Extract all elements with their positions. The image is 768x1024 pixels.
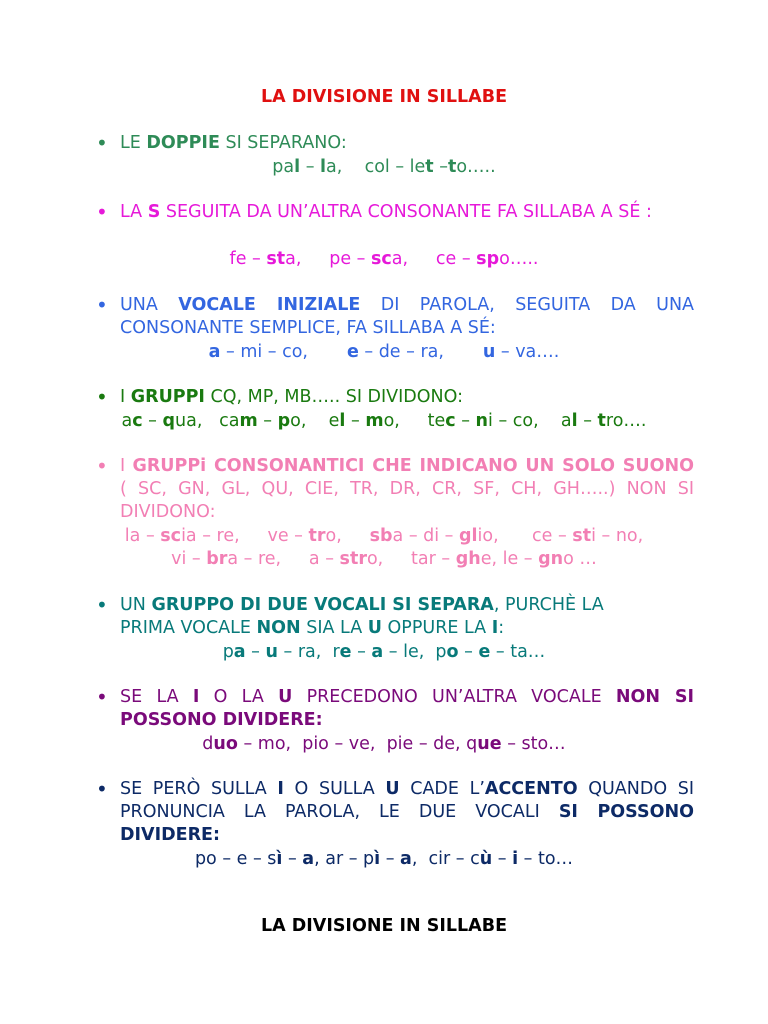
text-run: – bbox=[345, 411, 366, 431]
bold-text-run: t bbox=[597, 411, 606, 431]
text-run: – bbox=[458, 642, 479, 662]
bullet-icon: • bbox=[96, 131, 108, 155]
text-run: io, ce – bbox=[477, 526, 573, 546]
text-run: SEGUITA DA UN’ALTRA CONSONANTE FA SILLABA A SÉ : bbox=[160, 202, 652, 222]
text-run: – bbox=[257, 411, 278, 431]
rule-5-example-2 bbox=[0, 548, 768, 571]
text-run: – va…. bbox=[495, 342, 560, 362]
rule-text bbox=[120, 294, 694, 340]
text-run: – bbox=[300, 157, 321, 177]
bold-text-run: gn bbox=[538, 549, 564, 569]
bold-text-run: u bbox=[265, 642, 278, 662]
text-run: – to… bbox=[518, 849, 574, 869]
text-run: a, ce – bbox=[391, 249, 477, 269]
page-title: LA DIVISIONE IN SILLABE bbox=[260, 87, 508, 107]
text-run: LE bbox=[120, 133, 147, 153]
text-run: a – re, a – bbox=[227, 549, 340, 569]
bold-text-run: p bbox=[277, 411, 291, 431]
bold-text-run: DOPPIE bbox=[146, 133, 220, 153]
bold-text-run: l bbox=[339, 411, 346, 431]
text-run: , cir – c bbox=[411, 849, 480, 869]
bold-text-run: st bbox=[572, 526, 592, 546]
text-run: – bbox=[142, 411, 163, 431]
bold-text-run: I bbox=[491, 618, 499, 638]
bold-text-run: c bbox=[445, 411, 456, 431]
text-run: I bbox=[120, 387, 131, 407]
rule-text bbox=[120, 201, 694, 224]
bold-text-run: SI POSSONO DIVIDERE: bbox=[120, 802, 695, 845]
rule-text bbox=[120, 686, 694, 732]
text-run: o … bbox=[563, 549, 597, 569]
text-run: pa bbox=[272, 157, 295, 177]
text-run: I bbox=[120, 456, 133, 476]
text-run: – mi – co, bbox=[220, 342, 347, 362]
bold-text-run: st bbox=[266, 249, 286, 269]
bold-text-run: a bbox=[233, 642, 246, 662]
bold-text-run: sp bbox=[476, 249, 500, 269]
text-run: OPPURE LA bbox=[381, 618, 492, 638]
bold-text-run: ì bbox=[374, 849, 381, 869]
bold-text-run: e bbox=[346, 342, 359, 362]
bold-text-run: ì bbox=[276, 849, 283, 869]
text-run: : bbox=[498, 618, 505, 638]
text-run: – bbox=[433, 157, 448, 177]
bullet-icon: • bbox=[96, 385, 108, 409]
text-run: a – di – bbox=[392, 526, 459, 546]
bold-text-run: sc bbox=[371, 249, 392, 269]
rule-6-example-1 bbox=[0, 641, 768, 664]
text-run: PRECEDONO UN’ALTRA VOCALE bbox=[292, 687, 616, 707]
bold-text-run: str bbox=[339, 549, 367, 569]
bold-text-run: VOCALE INIZIALE bbox=[178, 295, 361, 315]
bold-text-run: t bbox=[447, 157, 457, 177]
bold-text-run: GRUPPi CONSONANTICI CHE INDICANO UN SOLO SUONO bbox=[132, 456, 694, 476]
text-run: SE LA bbox=[120, 687, 193, 707]
bold-text-run: uo bbox=[213, 734, 238, 754]
bold-text-run: I bbox=[277, 779, 284, 799]
text-run: o….. bbox=[499, 249, 539, 269]
bold-text-run: gl bbox=[458, 526, 478, 546]
rule-text bbox=[120, 386, 694, 409]
rule-3-example-1 bbox=[0, 341, 768, 364]
text-run: O LA bbox=[199, 687, 279, 707]
text-run: – bbox=[577, 411, 598, 431]
rule-text bbox=[120, 594, 620, 640]
bold-text-run: u bbox=[482, 342, 496, 362]
text-run: LA bbox=[120, 202, 148, 222]
bold-text-run: ACCENTO bbox=[484, 779, 578, 799]
bold-text-run: ù bbox=[479, 849, 493, 869]
text-run: SE PERÒ SULLA bbox=[120, 779, 278, 799]
text-run: a, pe – bbox=[285, 249, 371, 269]
rule-8-example-1 bbox=[0, 848, 768, 871]
bullet-icon: • bbox=[96, 777, 108, 801]
rule-text bbox=[120, 132, 694, 155]
text-run: la – bbox=[124, 526, 161, 546]
text-run: o, tar – bbox=[366, 549, 456, 569]
bullet-icon: • bbox=[96, 454, 108, 478]
text-run: – mo, pio – ve, pie – de, q bbox=[237, 734, 478, 754]
bold-text-run: q bbox=[162, 411, 176, 431]
text-run: fe – bbox=[229, 249, 267, 269]
text-run: e, le – bbox=[480, 549, 539, 569]
bold-text-run: GRUPPI bbox=[130, 387, 205, 407]
text-run: – sto… bbox=[501, 734, 566, 754]
rule-1-example-1 bbox=[0, 156, 768, 179]
bold-text-run: a bbox=[208, 342, 221, 362]
text-run: o….. bbox=[456, 157, 496, 177]
rule-2-example-1 bbox=[0, 248, 768, 271]
bold-text-run: e bbox=[339, 642, 352, 662]
text-run: a, col – le bbox=[326, 157, 426, 177]
bold-text-run: sc bbox=[160, 526, 182, 546]
bold-text-run: NON bbox=[256, 618, 301, 638]
bold-text-run: S bbox=[147, 202, 161, 222]
text-run: , ar – p bbox=[314, 849, 375, 869]
bold-text-run: o bbox=[446, 642, 459, 662]
bold-text-run: sb bbox=[369, 526, 393, 546]
bold-text-run: U bbox=[385, 779, 400, 799]
text-run: – bbox=[380, 849, 401, 869]
bold-text-run: c bbox=[132, 411, 143, 431]
bold-text-run: I bbox=[192, 687, 200, 707]
page-footer-title: LA DIVISIONE IN SILLABE bbox=[260, 916, 508, 936]
text-run: UN bbox=[120, 595, 152, 615]
bold-text-run: GRUPPO DI DUE VOCALI SI SEPARA bbox=[151, 595, 494, 615]
text-run: a bbox=[121, 411, 133, 431]
bullet-icon: • bbox=[96, 593, 108, 617]
bold-text-run: i bbox=[512, 849, 519, 869]
text-run: – bbox=[455, 411, 476, 431]
text-run: – bbox=[282, 849, 303, 869]
bold-text-run: a bbox=[371, 642, 384, 662]
text-run: – bbox=[351, 642, 372, 662]
rule-text bbox=[120, 455, 694, 524]
bullet-icon: • bbox=[96, 685, 108, 709]
text-run: o, bbox=[325, 526, 370, 546]
text-run: o, te bbox=[383, 411, 446, 431]
text-run: p bbox=[222, 642, 234, 662]
text-run: vi – bbox=[171, 549, 207, 569]
rule-text bbox=[120, 778, 694, 847]
bold-text-run: n bbox=[475, 411, 489, 431]
text-run: UNA bbox=[120, 295, 179, 315]
text-run: ro…. bbox=[605, 411, 647, 431]
text-run: po – e – s bbox=[194, 849, 277, 869]
bold-text-run: br bbox=[206, 549, 228, 569]
bold-text-run: U bbox=[367, 618, 382, 638]
text-run: SIA LA bbox=[300, 618, 368, 638]
text-run: – bbox=[492, 849, 513, 869]
text-run: o, e bbox=[290, 411, 340, 431]
bold-text-run: a bbox=[400, 849, 412, 869]
text-run: i – co, a bbox=[488, 411, 572, 431]
text-run: – ta… bbox=[490, 642, 546, 662]
bold-text-run: ue bbox=[477, 734, 502, 754]
bold-text-run: a bbox=[302, 849, 315, 869]
bold-text-run: m bbox=[365, 411, 384, 431]
bold-text-run: tr bbox=[308, 526, 326, 546]
text-run: ua, ca bbox=[175, 411, 240, 431]
text-run: SI SEPARANO: bbox=[219, 133, 347, 153]
rule-7-example-1 bbox=[0, 733, 768, 756]
text-run: ia – re, ve – bbox=[181, 526, 309, 546]
bold-text-run: e bbox=[478, 642, 491, 662]
text-run: i – no, bbox=[591, 526, 644, 546]
bold-text-run: gh bbox=[455, 549, 481, 569]
text-run: – le, p bbox=[383, 642, 447, 662]
bold-text-run: l bbox=[320, 157, 327, 177]
bullet-icon: • bbox=[96, 200, 108, 224]
bullet-icon: • bbox=[96, 293, 108, 317]
bold-text-run: l bbox=[571, 411, 578, 431]
text-run: O SULLA bbox=[283, 779, 386, 799]
bold-text-run: U bbox=[278, 687, 293, 707]
text-run: CADE L’ bbox=[399, 779, 485, 799]
text-run: – ra, r bbox=[277, 642, 340, 662]
rule-5-example-1 bbox=[0, 525, 768, 548]
text-run: ( SC, GN, GL, QU, CIE, TR, DR, CR, SF, CH, GH…..) NON SI DIVIDONO: bbox=[120, 479, 694, 522]
text-run: d bbox=[202, 734, 214, 754]
bold-text-run: m bbox=[239, 411, 258, 431]
rule-4-example-1 bbox=[0, 410, 768, 433]
text-run: CQ, MP, MB….. SI DIVIDONO: bbox=[204, 387, 464, 407]
text-run: DI PAROLA, SEGUITA DA UNA CONSONANTE SEMPLICE, FA SILLABA A SÉ: bbox=[120, 295, 695, 338]
text-run: – de – ra, bbox=[358, 342, 483, 362]
text-run: , PURCHÈ LA PRIMA VOCALE bbox=[120, 595, 604, 638]
bold-text-run: l bbox=[294, 157, 301, 177]
text-run: QUANDO SI PRONUNCIA LA PAROLA, LE DUE VOCALI bbox=[120, 779, 695, 822]
bold-text-run: NON SI POSSONO DIVIDERE: bbox=[120, 687, 694, 730]
text-run: – bbox=[245, 642, 266, 662]
bold-text-run: t bbox=[425, 157, 434, 177]
